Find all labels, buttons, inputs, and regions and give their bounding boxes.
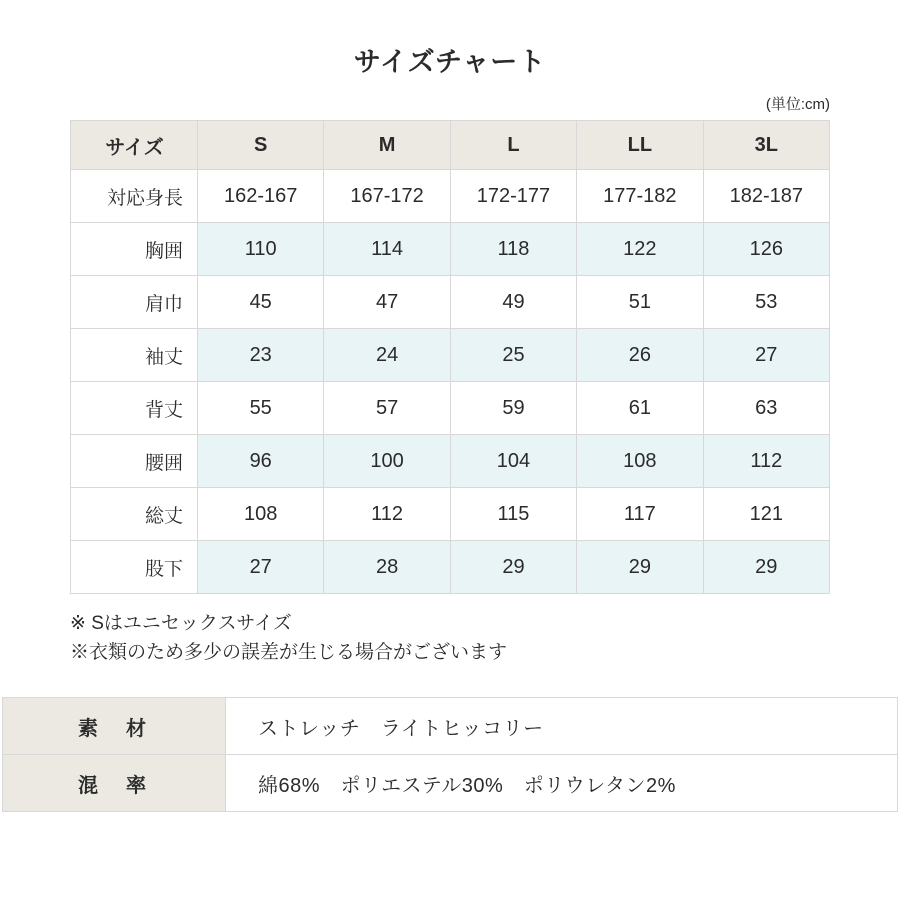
cell-value: 26: [577, 329, 703, 382]
size-table-container: [70, 120, 830, 594]
table-row: [3, 755, 898, 812]
cell-value: 112: [324, 488, 450, 541]
cell-value: 27: [703, 329, 829, 382]
row-label: 総丈: [71, 488, 198, 541]
row-label: 袖丈: [71, 329, 198, 382]
blend-ratio-label: 混 率: [3, 755, 226, 812]
cell-value: 23: [198, 329, 324, 382]
size-table-header-row: [71, 121, 830, 170]
cell-value: 177-182: [577, 170, 703, 223]
table-row: [71, 541, 830, 594]
note-line: ※ Sはユニセックスサイズ: [70, 613, 292, 634]
row-label: 対応身長: [71, 170, 198, 223]
cell-value: 27: [198, 541, 324, 594]
cell-value: 24: [324, 329, 450, 382]
table-row: [3, 698, 898, 755]
row-label: 肩巾: [71, 276, 198, 329]
material-table: [2, 697, 898, 812]
cell-value: 114: [324, 223, 450, 276]
cell-value: 63: [703, 382, 829, 435]
cell-value: 167-172: [324, 170, 450, 223]
table-row: [71, 276, 830, 329]
note-line: ※衣類のため多少の誤差が生じる場合がございます: [70, 641, 508, 663]
cell-value: 110: [198, 223, 324, 276]
cell-value: 25: [450, 329, 576, 382]
cell-value: 51: [577, 276, 703, 329]
column-header-s: S: [198, 121, 324, 170]
cell-value: 162-167: [198, 170, 324, 223]
row-label: 股下: [71, 541, 198, 594]
cell-value: 29: [577, 541, 703, 594]
cell-value: 115: [450, 488, 576, 541]
column-header-size: サイズ: [71, 121, 198, 170]
cell-value: 117: [577, 488, 703, 541]
cell-value: 112: [703, 435, 829, 488]
cell-value: 182-187: [703, 170, 829, 223]
cell-value: 61: [577, 382, 703, 435]
cell-value: 121: [703, 488, 829, 541]
cell-value: 108: [198, 488, 324, 541]
blend-ratio-value: 綿68% ポリエステル30% ポリウレタン2%: [226, 755, 898, 812]
row-label: 腰囲: [71, 435, 198, 488]
column-header-3l: 3L: [703, 121, 829, 170]
cell-value: 59: [450, 382, 576, 435]
size-table: [70, 120, 830, 594]
notes-block: [70, 610, 830, 667]
row-label: 背丈: [71, 382, 198, 435]
unit-note: (単位:cm): [765, 96, 830, 113]
cell-value: 28: [324, 541, 450, 594]
cell-value: 45: [198, 276, 324, 329]
cell-value: 96: [198, 435, 324, 488]
cell-value: 100: [324, 435, 450, 488]
table-row: [71, 382, 830, 435]
page-title: サイズチャート: [353, 47, 547, 77]
table-row: [71, 223, 830, 276]
table-row: [71, 329, 830, 382]
cell-value: 29: [450, 541, 576, 594]
cell-value: 122: [577, 223, 703, 276]
table-row: [71, 488, 830, 541]
cell-value: 104: [450, 435, 576, 488]
table-row: [71, 435, 830, 488]
material-label: 素 材: [3, 698, 226, 755]
cell-value: 118: [450, 223, 576, 276]
row-label: 胸囲: [71, 223, 198, 276]
material-table-container: [0, 697, 900, 812]
cell-value: 29: [703, 541, 829, 594]
cell-value: 172-177: [450, 170, 576, 223]
column-header-l: L: [450, 121, 576, 170]
cell-value: 55: [198, 382, 324, 435]
cell-value: 126: [703, 223, 829, 276]
cell-value: 108: [577, 435, 703, 488]
cell-value: 57: [324, 382, 450, 435]
cell-value: 53: [703, 276, 829, 329]
table-row: [71, 170, 830, 223]
cell-value: 47: [324, 276, 450, 329]
column-header-ll: LL: [577, 121, 703, 170]
material-value: ストレッチ ライトヒッコリー: [226, 698, 898, 755]
column-header-m: M: [324, 121, 450, 170]
cell-value: 49: [450, 276, 576, 329]
